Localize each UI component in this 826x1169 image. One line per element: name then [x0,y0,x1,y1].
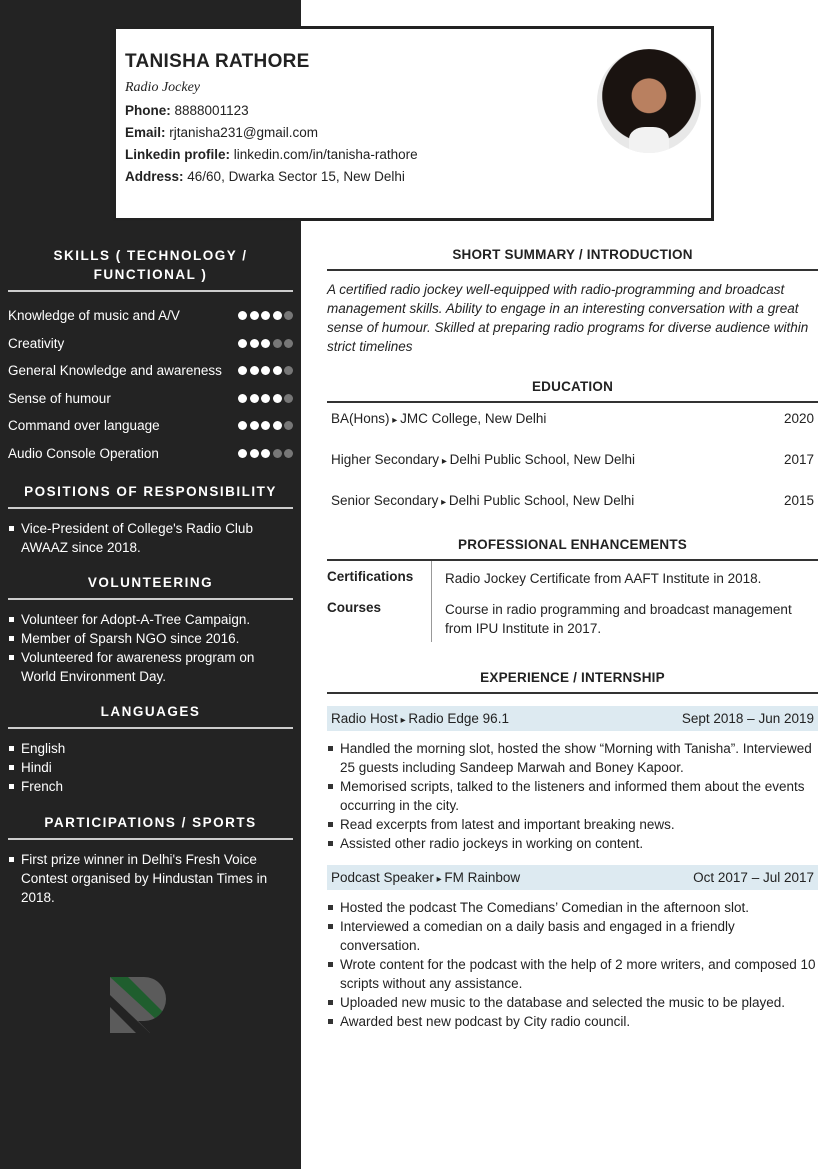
education-heading: EDUCATION [327,379,818,403]
skill-rating [236,363,294,378]
skill-name: General Knowledge and awareness [8,363,222,379]
rating-dot-filled [261,366,270,375]
skills-heading: SKILLS ( TECHNOLOGY / FUNCTIONAL ) [8,246,293,292]
job-header [327,865,818,890]
linkedin-link[interactable]: linkedin.com/in/tanisha-rathore [233,147,418,162]
profile-photo [597,49,701,153]
summary-section [327,247,818,356]
rating-dot-filled [261,339,270,348]
list-item: Vice-President of College's Radio Club AWAAZ since 2018. [8,519,289,557]
linkedin-label: Linkedin profile: [125,147,231,162]
education-entry [331,493,634,508]
education-degree: BA(Hons) [331,411,390,426]
skill-row [0,302,301,330]
professional-value: Radio Jockey Certificate from AAFT Institute in 2018. [431,561,818,592]
experience-section [327,670,818,1031]
skill-row [0,357,301,385]
professional-key: Certifications [327,569,414,584]
professional-value: Course in radio programming and broadcast management from IPU Institute in 2017. [431,592,818,642]
professional-row [327,592,818,642]
address-row [125,169,711,184]
list-item: Volunteered for awareness program on World Environment Day. [8,648,289,686]
rating-dot-filled [261,311,270,320]
education-year: 2015 [783,493,814,508]
sports-section [0,813,301,907]
address-value: 46/60, Dwarka Sector 15, New Delhi [187,169,405,184]
positions-heading: POSITIONS OF RESPONSIBILITY [8,482,293,509]
list-item: Member of Sparsh NGO since 2016. [8,629,289,648]
job-dates: Oct 2017 – Jul 2017 [693,870,814,885]
rating-dot-filled [250,366,259,375]
education-entry [331,452,635,467]
job-header [327,706,818,731]
skill-name: Knowledge of music and A/V [8,308,180,324]
skills-section [0,246,301,467]
professional-row [327,561,818,592]
list-item: First prize winner in Delhi's Fresh Voice Contest organised by Hindustan Times in 2018. [8,850,289,907]
education-entry [331,411,546,426]
rating-dot-filled [261,394,270,403]
job-bullet: Hosted the podcast The Comedians’ Comedian in the afternoon slot. [327,898,818,917]
rating-dot-empty [284,366,293,375]
rating-dot-filled [273,421,282,430]
list-item: French [8,777,289,796]
sports-heading: PARTICIPATIONS / SPORTS [8,813,293,840]
rating-dot-filled [250,449,259,458]
phone-value: 8888001123 [174,103,249,118]
list-item: English [8,739,289,758]
arrow-icon: ▸ [438,497,449,508]
rating-dot-filled [261,421,270,430]
rating-dot-empty [284,339,293,348]
education-row [327,485,818,526]
arrow-icon: ▸ [397,715,409,726]
rating-dot-empty [284,421,293,430]
job-bullet: Interviewed a comedian on a daily basis and engaged in a friendly conversation. [327,917,818,955]
rating-dot-filled [250,421,259,430]
skill-rating [236,446,294,461]
candidate-role: Radio Jockey [125,80,201,95]
education-year: 2020 [783,411,814,426]
rating-dot-filled [238,366,247,375]
languages-list [0,739,301,796]
skill-name: Creativity [8,335,65,351]
email-link[interactable]: rjtanisha231@gmail.com [169,125,319,140]
address-label: Address: [125,169,184,184]
rating-dot-empty [284,449,293,458]
rating-dot-filled [273,311,282,320]
arrow-icon: ▸ [389,415,401,426]
list-item: Hindi [8,758,289,777]
education-list [327,403,818,526]
profile-header [113,26,714,221]
skill-rating [236,418,294,433]
positions-section [0,482,301,557]
professional-key: Courses [327,600,382,615]
professional-list [327,561,818,642]
summary-text: A certified radio jockey well-equipped with radio-programming and broadcast management skills. Ability to engage in an interesting conversation with a great sense of humour. Skilled at preparing radio programs for diverse audience within strict timelines [327,282,809,354]
arrow-icon: ▸ [439,456,450,467]
languages-heading: LANGUAGES [8,702,293,729]
job-title: Podcast Speaker [331,870,434,885]
experience-list [327,706,818,1031]
volunteering-list [0,610,301,686]
job-bullets [327,739,818,853]
phone-label: Phone: [125,103,171,118]
skill-row [0,440,301,468]
skill-row [0,385,301,413]
rating-dot-empty [284,394,293,403]
skill-rating [236,308,294,323]
sports-list [0,850,301,907]
rating-dot-filled [250,311,259,320]
job-bullets [327,898,818,1031]
rating-dot-filled [250,394,259,403]
education-row [327,444,818,485]
linkedin-row [125,147,711,162]
rating-dot-empty [273,339,282,348]
education-section [327,379,818,526]
education-school: Delhi Public School, New Delhi [448,493,635,508]
rating-dot-filled [238,421,247,430]
positions-list [0,519,301,557]
rating-dot-filled [238,311,247,320]
skills-list [0,302,301,467]
rating-dot-filled [273,394,282,403]
volunteering-section [0,573,301,686]
job-bullet: Read excerpts from latest and important breaking news. [327,815,818,834]
education-degree: Senior Secondary [331,493,439,508]
professional-heading: PROFESSIONAL ENHANCEMENTS [327,537,818,561]
job-bullet: Uploaded new music to the database and selected the music to be played. [327,993,818,1012]
job-bullet: Awarded best new podcast by City radio council. [327,1012,818,1031]
job-bullet: Assisted other radio jockeys in working on content. [327,834,818,853]
job-title-line [331,711,509,726]
rating-dot-filled [238,449,247,458]
job-company: FM Rainbow [444,870,521,885]
skill-name: Audio Console Operation [8,445,159,461]
email-label: Email: [125,125,166,140]
education-school: JMC College, New Delhi [400,411,547,426]
skill-rating [236,336,294,351]
job-title: Radio Host [331,711,398,726]
list-item: Volunteer for Adopt-A-Tree Campaign. [8,610,289,629]
summary-heading: SHORT SUMMARY / INTRODUCTION [327,247,818,271]
skill-name: Command over language [8,418,160,434]
logo-icon [110,977,166,1033]
skill-row [0,330,301,358]
skill-rating [236,391,294,406]
rating-dot-filled [250,339,259,348]
rating-dot-empty [284,311,293,320]
job-title-line [331,870,520,885]
languages-section [0,702,301,796]
education-school: Delhi Public School, New Delhi [449,452,635,467]
job-bullet: Memorised scripts, talked to the listeners and informed them about the events occurring in the city. [327,777,818,815]
job-dates: Sept 2018 – Jun 2019 [681,711,814,726]
professional-section [327,537,818,642]
skill-row [0,412,301,440]
rating-dot-empty [273,449,282,458]
skill-name: Sense of humour [8,390,111,406]
rating-dot-filled [261,449,270,458]
experience-heading: EXPERIENCE / INTERNSHIP [327,670,818,694]
education-row [327,403,818,444]
rating-dot-filled [273,366,282,375]
job-company: Radio Edge 96.1 [408,711,509,726]
candidate-name: TANISHA RATHORE [125,51,310,72]
education-degree: Higher Secondary [331,452,440,467]
rating-dot-filled [238,394,247,403]
volunteering-heading: VOLUNTEERING [8,573,293,600]
job-bullet: Wrote content for the podcast with the help of 2 more writers, and composed 10 scripts without any assistance. [327,955,818,993]
arrow-icon: ▸ [433,874,445,885]
rating-dot-filled [238,339,247,348]
job-bullet: Handled the morning slot, hosted the show “Morning with Tanisha”. Interviewed 25 guests including Sandeep Marwah and Boney Kapoor. [327,739,818,777]
education-year: 2017 [783,452,814,467]
